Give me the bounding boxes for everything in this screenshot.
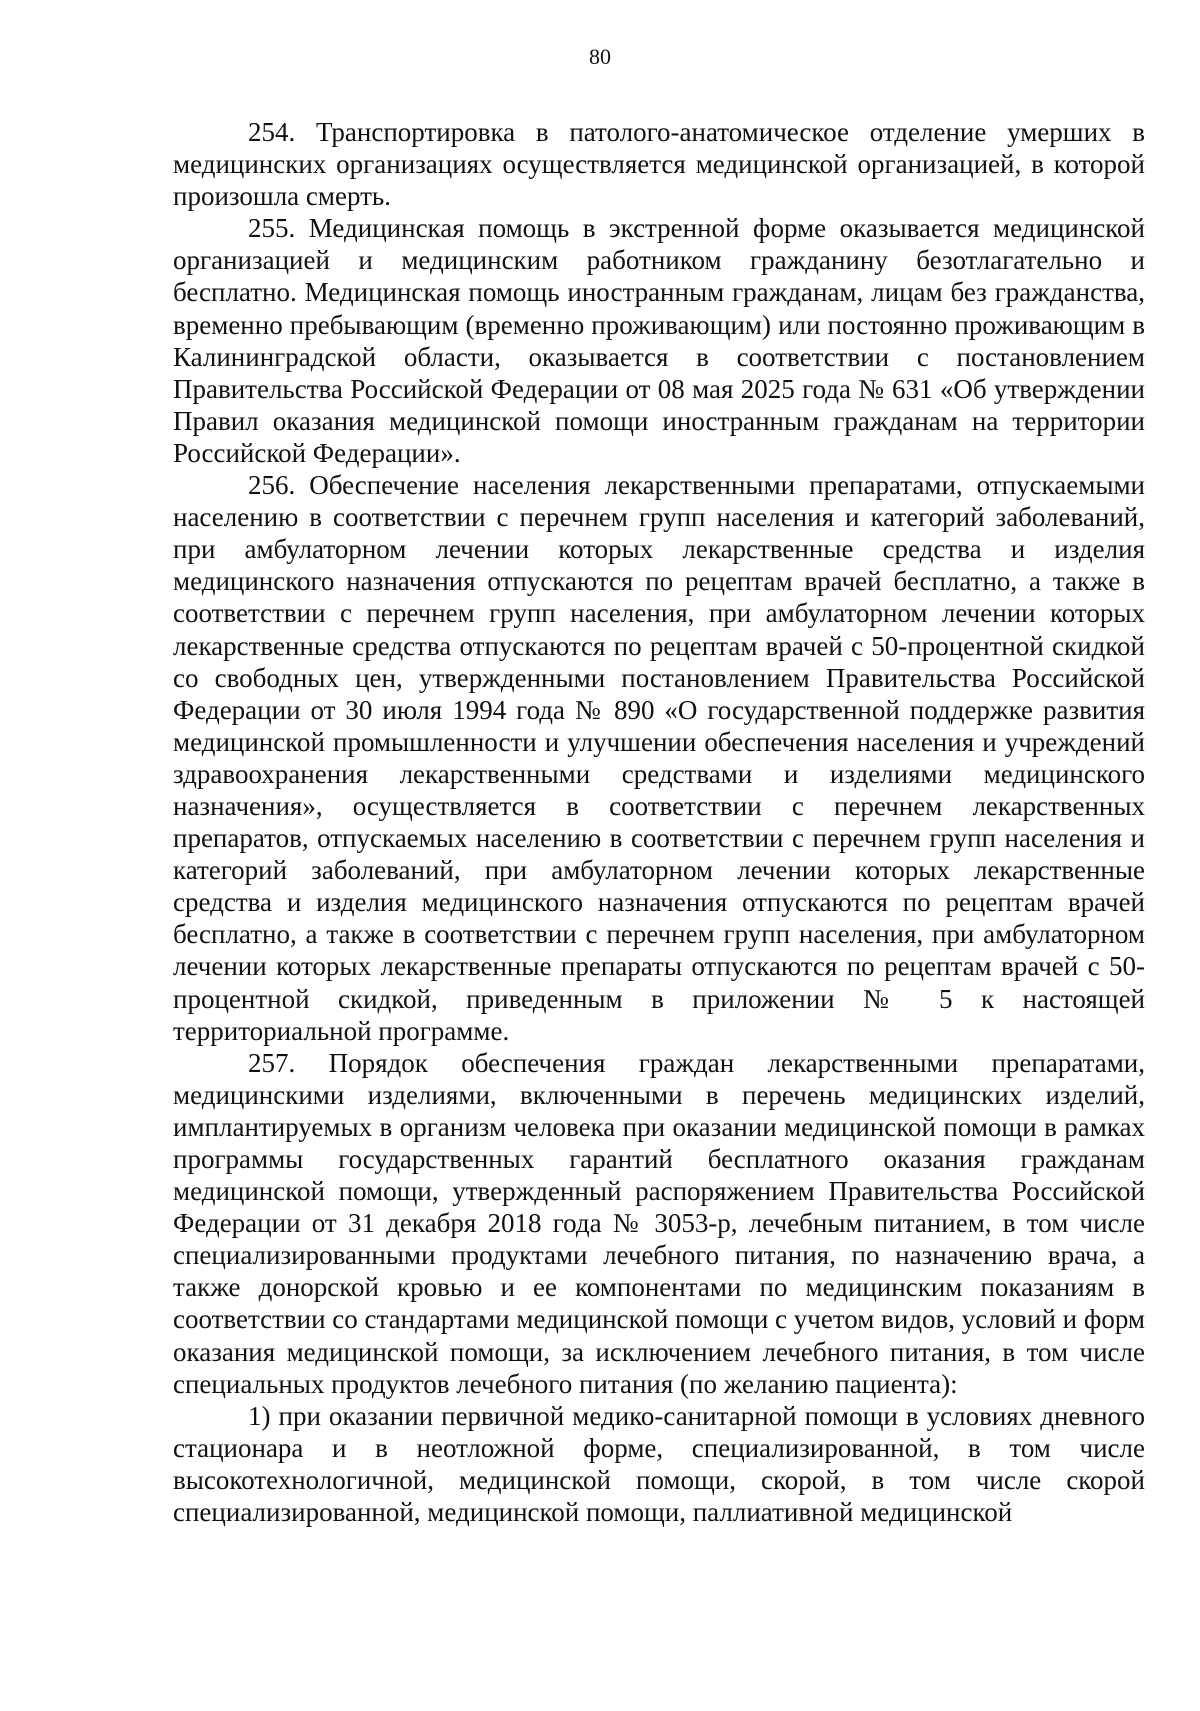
paragraph-254: 254. Транспортировка в патолого-анатомическое отделение умерших в медицинских организациях осуществляется медицинской организацией, в которой произошла смерть. [173,117,1145,212]
paragraph-257: 257. Порядок обеспечения граждан лекарственными препаратами, медицинскими изделиями, включенными в перечень медицинских изделий, имплантируемых в организм человека при оказании медицинской помощи в рамках программы государственных гарантий бесплатного оказания гражданам медицинской помощи, утвержденный распоряжением Правительства Российской Федерации от 31 декабря 2018 года № 3053-р, лечебным питанием, в том числе специализированными продуктами лечебного питания, по назначению врача, а также донорской кровью и ее компонентами по медицинским показаниям в соответствии со стандартами медицинской помощи с учетом видов, условий и форм оказания медицинской помощи, за исключением лечебного питания, в том числе специальных продуктов лечебного питания (по желанию пациента): [173,1047,1146,1399]
page-number: 80 [589,44,611,69]
paragraph-257-item-1: 1) при оказании первичной медико-санитарной помощи в условиях дневного стационара и в неотложной форме, специализированной, в том числе высокотехнологичной, медицинской помощи, скорой, в том числе скорой специализированной, медицинской помощи, паллиативной медицинской [173,1400,1145,1528]
paragraph-255: 255. Медицинская помощь в экстренной форме оказывается медицинской организацией и медицинским работником гражданину безотлагательно и бесплатно. Медицинская помощь иностранным гражданам, лицам без гражданства, временно пребывающим (временно проживающим) или постоянно проживающим в Калининградской области, оказывается в соответствии с постановлением Правительства Российской Федерации от 08 мая 2025 года № 631 «Об утверждении Правил оказания медицинской помощи иностранным гражданам на территории Российской Федерации». [173,213,1145,468]
paragraph-256: 256. Обеспечение населения лекарственными препаратами, отпускаемыми населению в соответствии с перечнем групп населения и категорий заболеваний, при амбулаторном лечении которых лекарственные средства и изделия медицинского назначения отпускаются по рецептам врачей бесплатно, а также в соответствии с перечнем групп населения, при амбулаторном лечении которых лекарственные средства отпускаются по рецептам врачей с 50-процентной скидкой со свободных цен, утвержденными постановлением Правительства Российской Федерации от 30 июля 1994 года № 890 «О государственной поддержке развития медицинской промышленности и улучшении обеспечения населения и учреждений здравоохранения лекарственными средствами и изделиями медицинского назначения», осуществляется в соответствии с перечнем лекарственных препаратов, отпускаемых населению в соответствии с перечнем групп населения и категорий заболеваний, при амбулаторном лечении которых лекарственные средства и изделия медицинского назначения отпускаются по рецептам врачей бесплатно, а также в соответствии с перечнем групп населения, при амбулаторном лечении которых лекарственные препараты отпускаются по рецептам врачей с 50-процентной скидкой, приведенным в приложении № 5 к настоящей территориальной программе. [173,470,1145,1046]
document-body [173,116,1145,1528]
